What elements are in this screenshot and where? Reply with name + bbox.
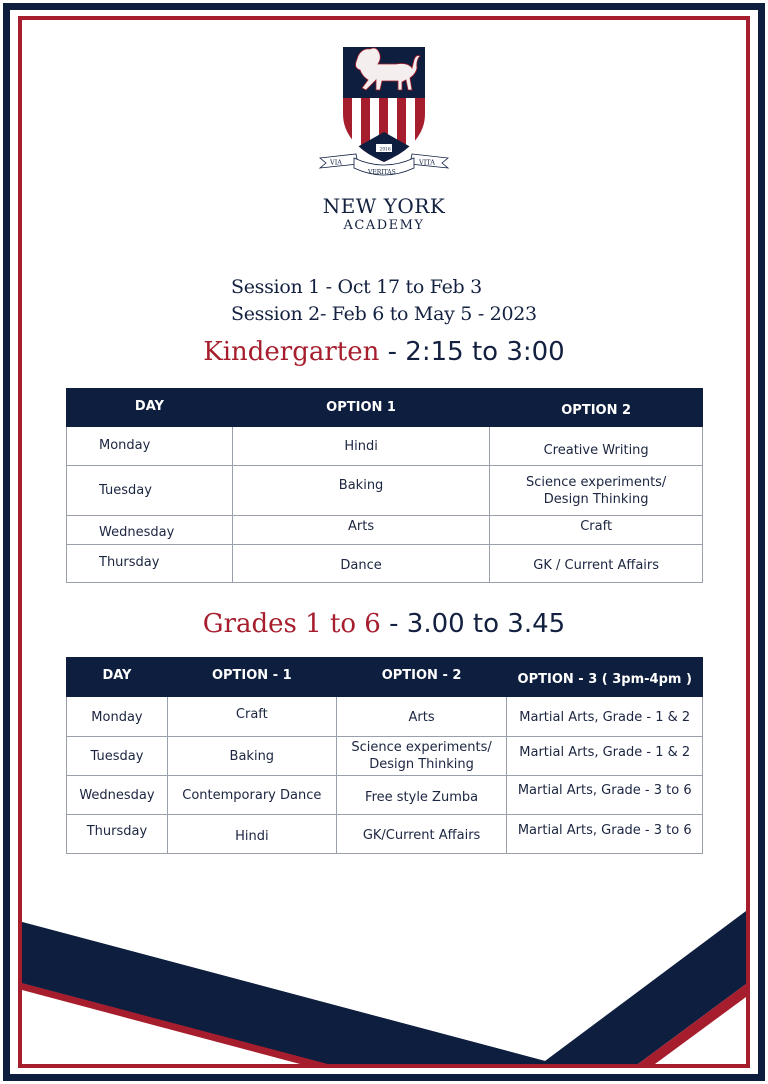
table-header-row (67, 658, 703, 697)
table-row (67, 516, 703, 545)
table-row (67, 427, 703, 466)
day-cell: Wednesday (67, 776, 168, 815)
table-row (67, 697, 703, 737)
option-3-cell: Martial Arts, Grade - 3 to 6 (507, 815, 703, 854)
option-1-cell: Arts (232, 516, 489, 545)
column-header-option-1: OPTION 1 (232, 389, 489, 427)
svg-text:16: 16 (385, 147, 391, 153)
option-1-cell: Craft (167, 697, 336, 737)
kindergarten-heading-time: - 2:15 to 3:00 (379, 337, 565, 367)
option-3-cell: Martial Arts, Grade - 1 & 2 (507, 737, 703, 776)
grades-heading (0, 609, 768, 639)
table-row (67, 545, 703, 583)
table-row (67, 466, 703, 516)
lion-shield-crest-icon (320, 47, 448, 176)
option-3-cell: Martial Arts, Grade - 1 & 2 (507, 697, 703, 737)
school-crest-logo (316, 34, 452, 184)
day-cell: Monday (67, 697, 168, 737)
day-cell: Tuesday (67, 466, 233, 516)
option-1-cell: Contemporary Dance (167, 776, 336, 815)
school-name: NEW YORK (322, 194, 446, 218)
column-header-option-3: OPTION - 3 ( 3pm-4pm ) (507, 658, 703, 697)
column-header-day: DAY (67, 389, 233, 427)
svg-text:20: 20 (379, 147, 386, 153)
option-1-cell: Baking (232, 466, 489, 516)
session-1-dates: Session 1 - Oct 17 to Feb 3 (231, 276, 482, 298)
option-2-cell: Free style Zumba (336, 776, 507, 815)
column-header-option-2: OPTION - 2 (336, 658, 507, 697)
column-header-day: DAY (67, 658, 168, 697)
grades-heading-time: - 3.00 to 3.45 (380, 609, 566, 639)
svg-text:VERITAS: VERITAS (368, 169, 396, 176)
option-1-cell: Hindi (167, 815, 336, 854)
option-2-cell: Craft (490, 516, 703, 545)
option-2-cell: Creative Writing (490, 427, 703, 466)
option-2-cell: GK / Current Affairs (490, 545, 703, 583)
option-2-cell: Science experiments/ Design Thinking (336, 737, 507, 776)
grades-heading-label: Grades 1 to 6 (202, 609, 381, 639)
day-cell: Tuesday (67, 737, 168, 776)
option-1-cell: Hindi (232, 427, 489, 466)
session-2-dates: Session 2- Feb 6 to May 5 - 2023 (231, 303, 537, 325)
table-row (67, 776, 703, 815)
day-cell: Thursday (67, 545, 233, 583)
table-row (67, 737, 703, 776)
day-cell: Monday (67, 427, 233, 466)
table-row (67, 815, 703, 854)
column-header-option-2: OPTION 2 (490, 389, 703, 427)
kindergarten-heading (0, 337, 768, 367)
option-2-cell: Arts (336, 697, 507, 737)
day-cell: Wednesday (67, 516, 233, 545)
kindergarten-schedule-table (66, 388, 703, 583)
option-3-cell: Martial Arts, Grade - 3 to 6 (507, 776, 703, 815)
option-2-cell: Science experiments/ Design Thinking (490, 466, 703, 516)
table-header-row (67, 389, 703, 427)
column-header-option-1: OPTION - 1 (167, 658, 336, 697)
option-1-cell: Baking (167, 737, 336, 776)
school-name-subtitle: ACADEMY (343, 218, 425, 233)
svg-text:VITA: VITA (419, 158, 435, 167)
day-cell: Thursday (67, 815, 168, 854)
kindergarten-heading-label: Kindergarten (203, 337, 380, 367)
grades-schedule-table (66, 657, 703, 854)
svg-text:VIA: VIA (330, 158, 342, 167)
option-2-cell: GK/Current Affairs (336, 815, 507, 854)
option-1-cell: Dance (232, 545, 489, 583)
